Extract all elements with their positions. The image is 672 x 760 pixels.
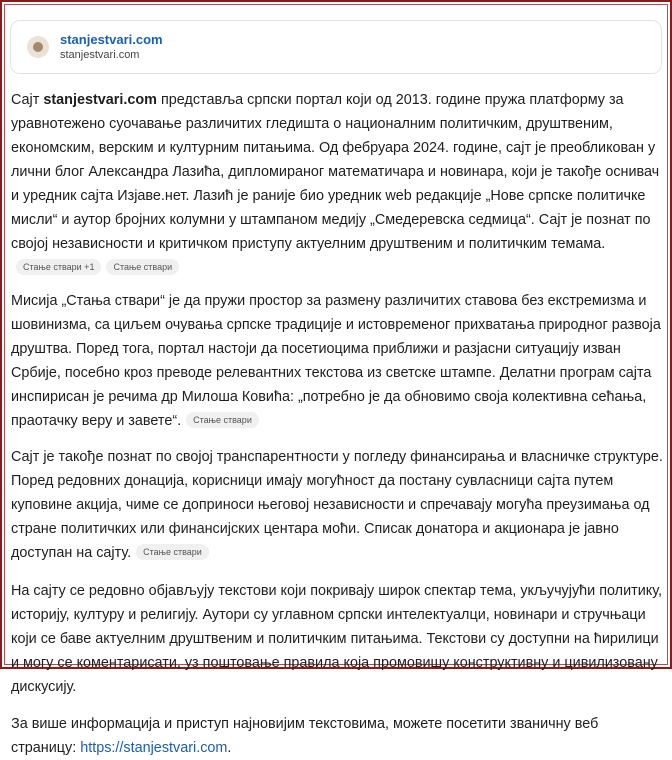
citation-chip[interactable]: Стање ствари +1 [16,259,101,275]
site-favicon-icon [27,36,49,58]
citation-chip[interactable]: Стање ствари [106,259,179,275]
site-link[interactable]: https://stanjestvari.com [80,740,228,756]
paragraph-2: Мисија „Стања ствари“ је да пружи простор за размену различитих ставова без екстремизма и шовинизма, са циљем очувања српске традиције и истовременог прихватања природног развоја друштва. Поред тога, портал настоји да посетиоцима приближи и разјасни ситуацију изван Србије, посебно кроз преводе релевантних текстова из светске штампе. Делатни програм сајта инспирисан је речима др Милоша Ковића: „потребно је да обновимо своја колективна сећања, праотачку веру и завете“. Стање ствари [11,293,661,429]
citation-chip[interactable]: Стање ствари [136,544,209,560]
paragraph-3: Сајт је такође познат по својој транспарентности у погледу финансирања и власничке структуре. Поред редовних донација, корисници имају могућност да постану сувласници сајта путем куповине акција, чиме се доприноси његовој независности и спречавају могућа преузимања од стране политичких или финансијских центара моћи. Списак донатора и акционара је јавно доступан на сајту. Стање ствари [11,449,663,561]
source-card[interactable] [10,20,662,74]
answer-content [10,20,666,760]
paragraph-1: Сајт stanjestvari.com представља српски портал који од 2013. године пружа платформу за уравнотежено суочавање различитих гледишта о националним политичким, друштвеним, економским, верским и културним питањима. Од фебруара 2024. године, сајт је преобликован у лични блог Александра Лазића, дипломираног математичара и новинара, који је такође оснивач и уредник сајта Изјаве.нет. Лазић је раније био уредник web редакције „Нове српске политичке мисли“ и аутор бројних колумни у штампаном медију „Смедеревска седмица“. Сајт је познат по својој независности и критичком приступу актуелним друштвеним и политичким темама.Стање ствари +1 Стање ствари [11,88,666,280]
source-domain: stanjestvari.com [60,49,140,61]
paragraph-4: На сајту се редовно објављују текстови који покривају широк спектар тема, укључујући политику, историју, културу и религију. Аутори су углавном српски интелектуалци, новинари и стручњаци који се баве актуелним друштвеним и политичким питањима. Текстови су доступни на ћирилици и могу се коментарисати, уз поштовање правила која промовишу конструктивну и цивилизовану дискусију. [11,583,662,695]
citation-chip[interactable]: Стање ствари [186,412,259,428]
source-title[interactable]: stanjestvari.com [60,32,163,47]
site-name: stanjestvari.com [43,92,157,108]
paragraph-5: За више информација и приступ најновијим текстовима, можете посетити званичну веб страницу: https://stanjestvari.com. [11,716,599,756]
